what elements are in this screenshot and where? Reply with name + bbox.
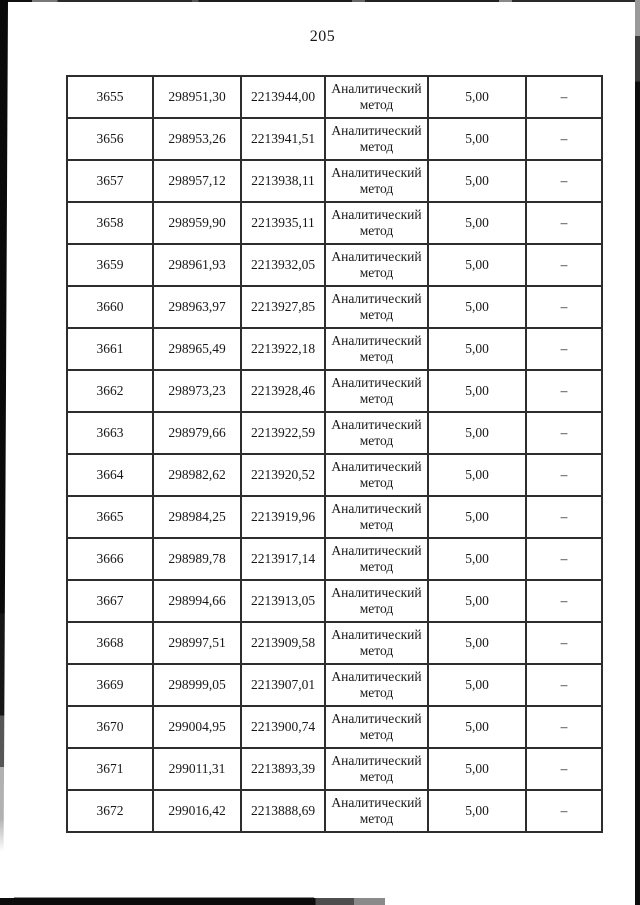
table-row [67, 454, 602, 496]
cell-note: – [526, 748, 602, 790]
cell-x-coordinate: 298965,49 [153, 328, 241, 370]
cell-note: – [526, 202, 602, 244]
cell-note: – [526, 496, 602, 538]
table-row [67, 748, 602, 790]
cell-point-id: 3672 [67, 790, 153, 832]
cell-point-id: 3665 [67, 496, 153, 538]
cell-point-id: 3669 [67, 664, 153, 706]
cell-method: Аналитический метод [325, 538, 428, 580]
cell-note: – [526, 76, 602, 118]
table-row [67, 580, 602, 622]
cell-point-id: 3658 [67, 202, 153, 244]
cell-x-coordinate: 298999,05 [153, 664, 241, 706]
cell-method: Аналитический метод [325, 580, 428, 622]
cell-x-coordinate: 299016,42 [153, 790, 241, 832]
cell-method: Аналитический метод [325, 328, 428, 370]
cell-y-coordinate: 2213927,85 [241, 286, 325, 328]
cell-point-id: 3659 [67, 244, 153, 286]
cell-point-id: 3660 [67, 286, 153, 328]
cell-note: – [526, 622, 602, 664]
table-row [67, 538, 602, 580]
table-row [67, 496, 602, 538]
cell-tolerance: 5,00 [428, 286, 526, 328]
cell-x-coordinate: 298957,12 [153, 160, 241, 202]
scan-edge-top [0, 0, 640, 2]
table-row [67, 706, 602, 748]
cell-y-coordinate: 2213938,11 [241, 160, 325, 202]
cell-tolerance: 5,00 [428, 538, 526, 580]
cell-y-coordinate: 2213913,05 [241, 580, 325, 622]
cell-y-coordinate: 2213909,58 [241, 622, 325, 664]
cell-tolerance: 5,00 [428, 202, 526, 244]
coordinates-table-body [67, 76, 602, 832]
cell-tolerance: 5,00 [428, 622, 526, 664]
table-row [67, 664, 602, 706]
cell-tolerance: 5,00 [428, 664, 526, 706]
cell-method: Аналитический метод [325, 370, 428, 412]
cell-y-coordinate: 2213935,11 [241, 202, 325, 244]
cell-x-coordinate: 298961,93 [153, 244, 241, 286]
cell-x-coordinate: 298959,90 [153, 202, 241, 244]
cell-method: Аналитический метод [325, 412, 428, 454]
cell-y-coordinate: 2213922,59 [241, 412, 325, 454]
cell-point-id: 3663 [67, 412, 153, 454]
page-number: 205 [309, 28, 336, 45]
table-row [67, 328, 602, 370]
cell-x-coordinate: 298984,25 [153, 496, 241, 538]
table-row [67, 412, 602, 454]
cell-tolerance: 5,00 [428, 790, 526, 832]
cell-note: – [526, 454, 602, 496]
cell-tolerance: 5,00 [428, 706, 526, 748]
cell-tolerance: 5,00 [428, 160, 526, 202]
cell-note: – [526, 286, 602, 328]
cell-method: Аналитический метод [325, 748, 428, 790]
cell-x-coordinate: 299011,31 [153, 748, 241, 790]
cell-y-coordinate: 2213922,18 [241, 328, 325, 370]
cell-y-coordinate: 2213920,52 [241, 454, 325, 496]
table-row [67, 160, 602, 202]
cell-tolerance: 5,00 [428, 370, 526, 412]
cell-method: Аналитический метод [325, 244, 428, 286]
cell-point-id: 3664 [67, 454, 153, 496]
table-row [67, 790, 602, 832]
scan-edge-left [0, 0, 8, 852]
cell-point-id: 3671 [67, 748, 153, 790]
cell-tolerance: 5,00 [428, 412, 526, 454]
cell-method: Аналитический метод [325, 706, 428, 748]
cell-tolerance: 5,00 [428, 580, 526, 622]
coordinates-table [66, 75, 603, 833]
cell-note: – [526, 412, 602, 454]
cell-note: – [526, 118, 602, 160]
cell-note: – [526, 706, 602, 748]
cell-x-coordinate: 298951,30 [153, 76, 241, 118]
cell-point-id: 3670 [67, 706, 153, 748]
scan-edge-right [635, 0, 640, 905]
cell-y-coordinate: 2213888,69 [241, 790, 325, 832]
cell-note: – [526, 790, 602, 832]
cell-y-coordinate: 2213941,51 [241, 118, 325, 160]
cell-tolerance: 5,00 [428, 496, 526, 538]
cell-method: Аналитический метод [325, 790, 428, 832]
cell-x-coordinate: 298963,97 [153, 286, 241, 328]
cell-y-coordinate: 2213944,00 [241, 76, 325, 118]
table-row [67, 76, 602, 118]
table-row [67, 622, 602, 664]
cell-x-coordinate: 298973,23 [153, 370, 241, 412]
cell-method: Аналитический метод [325, 622, 428, 664]
cell-method: Аналитический метод [325, 160, 428, 202]
cell-method: Аналитический метод [325, 76, 428, 118]
cell-point-id: 3657 [67, 160, 153, 202]
table-row [67, 118, 602, 160]
table-row [67, 244, 602, 286]
cell-tolerance: 5,00 [428, 454, 526, 496]
cell-point-id: 3667 [67, 580, 153, 622]
cell-point-id: 3666 [67, 538, 153, 580]
cell-x-coordinate: 298994,66 [153, 580, 241, 622]
cell-y-coordinate: 2213928,46 [241, 370, 325, 412]
cell-y-coordinate: 2213907,01 [241, 664, 325, 706]
scan-edge-bottom [0, 898, 385, 905]
cell-x-coordinate: 298989,78 [153, 538, 241, 580]
cell-note: – [526, 328, 602, 370]
table-row [67, 202, 602, 244]
cell-note: – [526, 664, 602, 706]
cell-tolerance: 5,00 [428, 328, 526, 370]
cell-note: – [526, 580, 602, 622]
cell-x-coordinate: 298997,51 [153, 622, 241, 664]
cell-method: Аналитический метод [325, 202, 428, 244]
cell-note: – [526, 370, 602, 412]
cell-note: – [526, 244, 602, 286]
table-row [67, 370, 602, 412]
cell-point-id: 3662 [67, 370, 153, 412]
cell-y-coordinate: 2213932,05 [241, 244, 325, 286]
cell-method: Аналитический метод [325, 664, 428, 706]
cell-method: Аналитический метод [325, 496, 428, 538]
cell-method: Аналитический метод [325, 454, 428, 496]
cell-point-id: 3655 [67, 76, 153, 118]
cell-method: Аналитический метод [325, 286, 428, 328]
cell-tolerance: 5,00 [428, 76, 526, 118]
cell-tolerance: 5,00 [428, 118, 526, 160]
cell-y-coordinate: 2213893,39 [241, 748, 325, 790]
cell-y-coordinate: 2213900,74 [241, 706, 325, 748]
table-row [67, 286, 602, 328]
cell-point-id: 3668 [67, 622, 153, 664]
cell-tolerance: 5,00 [428, 748, 526, 790]
cell-y-coordinate: 2213919,96 [241, 496, 325, 538]
cell-x-coordinate: 298953,26 [153, 118, 241, 160]
cell-point-id: 3661 [67, 328, 153, 370]
cell-y-coordinate: 2213917,14 [241, 538, 325, 580]
cell-x-coordinate: 298979,66 [153, 412, 241, 454]
cell-note: – [526, 538, 602, 580]
cell-x-coordinate: 299004,95 [153, 706, 241, 748]
cell-tolerance: 5,00 [428, 244, 526, 286]
cell-point-id: 3656 [67, 118, 153, 160]
cell-method: Аналитический метод [325, 118, 428, 160]
cell-note: – [526, 160, 602, 202]
cell-x-coordinate: 298982,62 [153, 454, 241, 496]
